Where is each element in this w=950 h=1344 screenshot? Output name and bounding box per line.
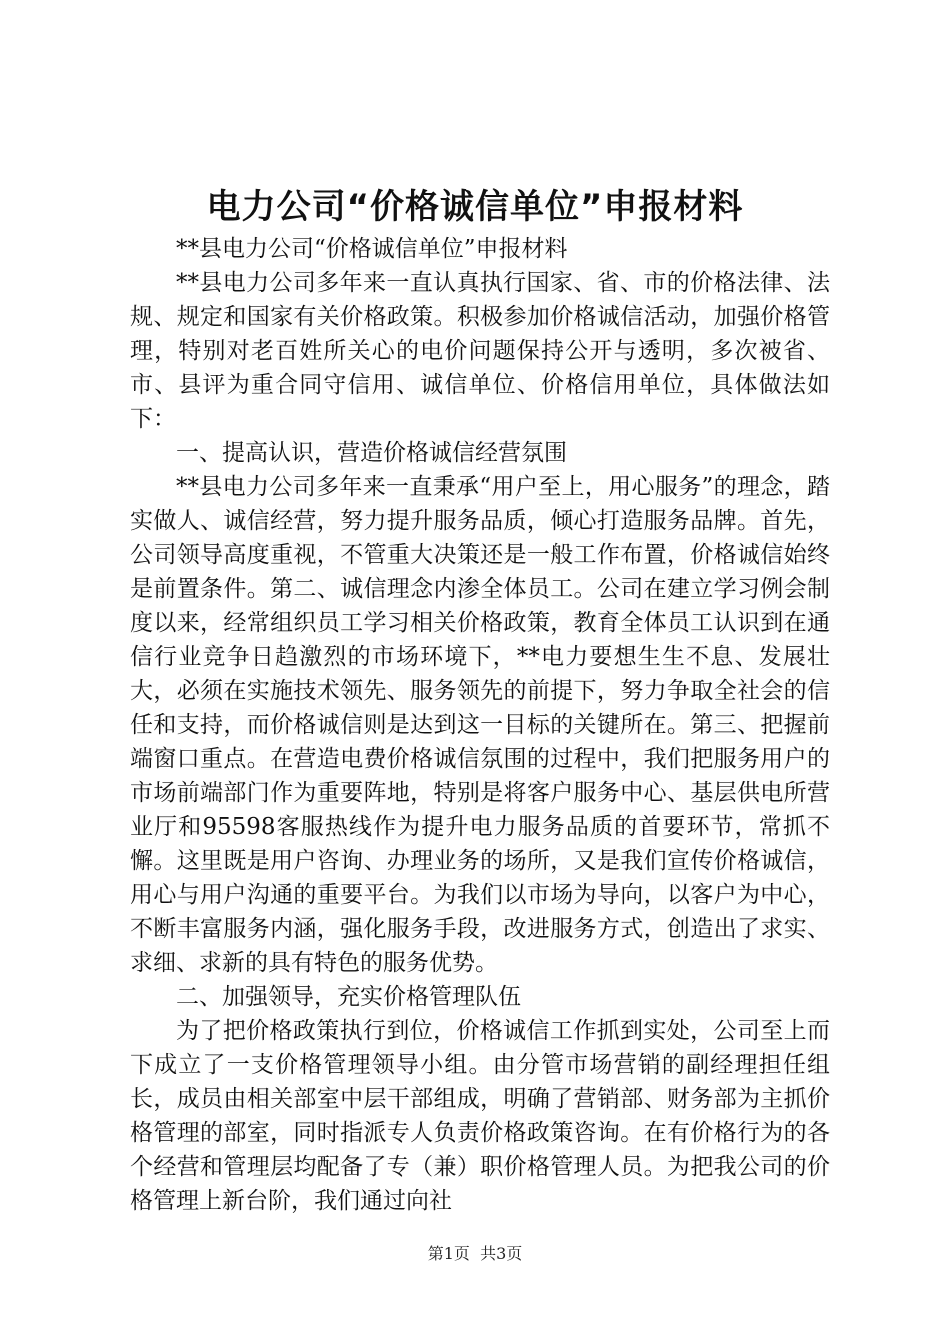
document-body (130, 232, 830, 1218)
page-number-current: 第1页 (427, 1244, 470, 1263)
paragraph-heading-line: **县电力公司“价格诚信单位”申报材料 (176, 236, 568, 262)
section-heading-1: 一、提高认识，营造价格诚信经营氛围 (176, 440, 567, 466)
paragraph-section-2: 为了把价格政策执行到位，价格诚信工作抓到实处，公司至上而下成立了一支价格管理领导小组。由分管市场营销的副经理担任组长，成员由相关部室中层干部组成，明确了营销部、财务部为主抓价格管理的部室，同时指派专人负责价格政策咨询。在有价格行为的各个经营和管理层均配备了专（兼）职价格管理人员。为把我公司的价格管理上新台阶，我们通过向社 (130, 1018, 830, 1214)
page-footer (0, 1243, 950, 1265)
paragraph-intro: **县电力公司多年来一直认真执行国家、省、市的价格法律、法规、规定和国家有关价格政策。积极参加价格诚信活动，加强价格管理，特别对老百姓所关心的电价问题保持公开与透明，多次被省、市、县评为重合同守信用、诚信单位、价格信用单位，具体做法如下： (130, 270, 830, 432)
section-heading-2: 二、加强领导，充实价格管理队伍 (176, 984, 521, 1010)
footer-separator (470, 1244, 480, 1263)
paragraph-section-1: **县电力公司多年来一直秉承“用户至上，用心服务”的理念，踏实做人、诚信经营，努力提升服务品质，倾心打造服务品牌。首先，公司领导高度重视，不管重大决策还是一般工作布置，价格诚信始终是前置条件。第二、诚信理念内渗全体员工。公司在建立学习例会制度以来，经常组织员工学习相关价格政策，教育全体员工认识到在通信行业竞争日趋激烈的市场环境下，**电力要想生生不息、发展壮大，必须在实施技术领先、服务领先的前提下，努力争取全社会的信任和支持，而价格诚信则是达到这一目标的关键所在。第三、把握前端窗口重点。在营造电费价格诚信氛围的过程中，我们把服务用户的市场前端部门作为重要阵地，特别是将客户服务中心、基层供电所营业厅和95598客服热线作为提升电力服务品质的首要环节，常抓不懈。这里既是用户咨询、办理业务的场所，又是我们宣传价格诚信，用心与用户沟通的重要平台。为我们以市场为导向，以客户为中心，不断丰富服务内涵，强化服务手段，改进服务方式，创造出了求实、求细、求新的具有特色的服务优势。 (130, 474, 830, 976)
document-title: 电力公司“价格诚信单位”申报材料 (206, 187, 744, 227)
page-number-total: 共3页 (480, 1244, 523, 1263)
